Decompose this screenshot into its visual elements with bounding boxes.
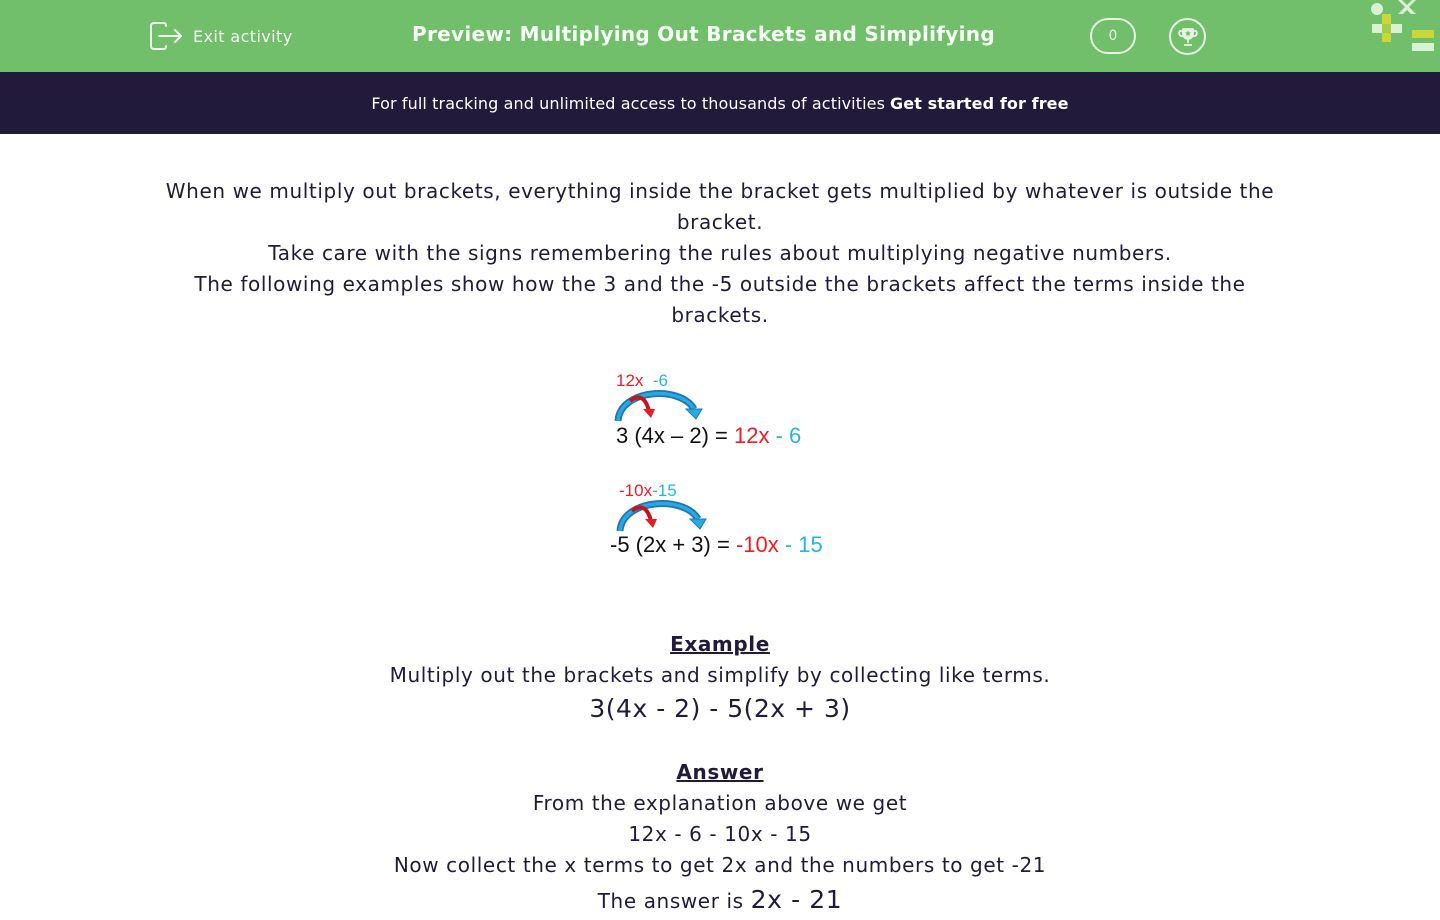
- exit-activity-label: Exit activity: [193, 26, 293, 46]
- label-term-1: -10x: [619, 481, 653, 500]
- answer-heading: Answer: [676, 760, 764, 784]
- label-term-2: -15: [652, 481, 677, 500]
- arc-arrows-icon: [616, 495, 712, 535]
- answer-line-2: 12x - 6 - 10x - 15: [628, 822, 812, 846]
- example-expression: 3(4x - 2) - 5(2x + 3): [589, 694, 851, 723]
- trophy-button[interactable]: [1169, 18, 1206, 55]
- diagram-2-equation: [610, 532, 823, 558]
- brand-logo: [1366, 0, 1440, 60]
- equation-rhs-term-2: - 6: [769, 423, 802, 448]
- equation-rhs-term-2: - 15: [778, 532, 823, 557]
- top-bar: [0, 0, 1440, 72]
- answer-line-4: [150, 881, 1290, 920]
- example-instruction: Multiply out the brackets and simplify by collecting like terms.: [389, 663, 1051, 687]
- trophy-icon: [1177, 26, 1199, 48]
- intro-line-1: When we multiply out brackets, everything inside the bracket gets multiplied by whatever is outside the bracket.: [165, 179, 1275, 234]
- equation-lhs: -5 (2x + 3) =: [610, 532, 736, 557]
- get-started-link[interactable]: Get started for free: [890, 93, 1069, 113]
- label-term-2: -6: [652, 371, 668, 390]
- spacer: [150, 727, 1290, 757]
- equation-rhs-term-1: -10x: [735, 532, 779, 557]
- answer-line-3: Now collect the x terms to get 2x and the numbers to get -21: [393, 853, 1047, 877]
- final-answer: 2x - 21: [750, 885, 843, 914]
- bracket-diagram: [150, 371, 1290, 621]
- answer-prefix: The answer is: [597, 889, 751, 913]
- intro-line-2: Take care with the signs remembering the rules about multiplying negative numbers.: [268, 241, 1172, 265]
- exit-icon: [150, 22, 183, 50]
- arc-arrows-icon: [616, 385, 708, 425]
- exit-activity-button[interactable]: [150, 20, 293, 52]
- intro-line-3: The following examples show how the 3 and the -5 outside the brackets affect the terms inside the brackets.: [194, 272, 1246, 327]
- banner-text: For full tracking and unlimited access to thousands of activities: [371, 93, 886, 113]
- example-heading: Example: [670, 632, 770, 656]
- equation-rhs-term-1: 12x: [734, 423, 770, 448]
- page-title: Preview: Multiplying Out Brackets and Simplifying: [412, 22, 995, 46]
- diagram-1-equation: [616, 423, 801, 449]
- answer-line-1: From the explanation above we get: [532, 791, 908, 815]
- equation-lhs: 3 (4x – 2) =: [616, 423, 735, 448]
- score-badge: 0: [1090, 18, 1136, 54]
- upgrade-banner: [0, 72, 1440, 134]
- label-term-1: 12x: [616, 371, 644, 390]
- lesson-content: [150, 176, 1290, 920]
